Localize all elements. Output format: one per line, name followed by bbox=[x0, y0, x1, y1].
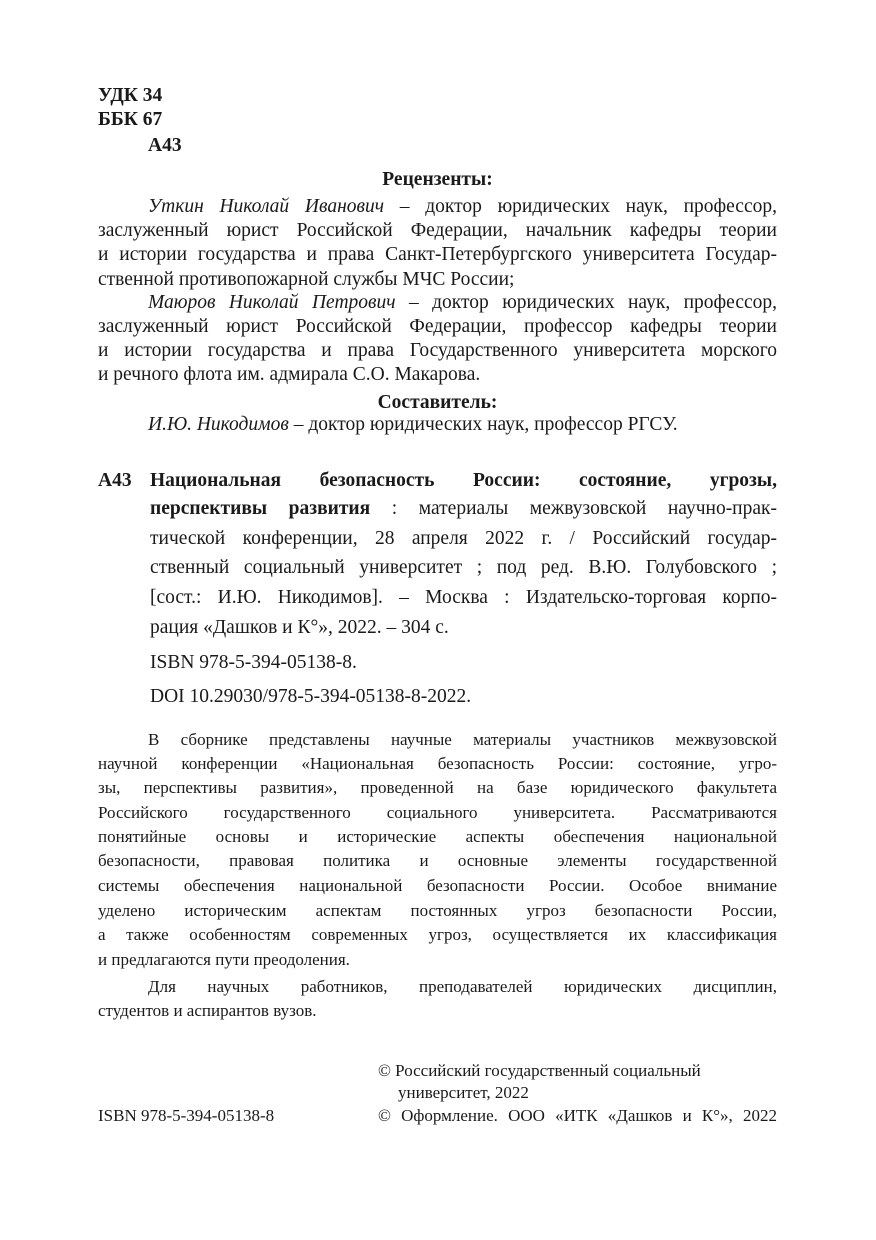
reviewer-line-segment: и истории государства и права Государственного университета морского bbox=[98, 340, 777, 361]
catalog-line bbox=[150, 616, 449, 640]
annotation-line-segment: а также особенностям современных угроз, осуществляется их классификация bbox=[98, 925, 777, 944]
catalog-line bbox=[150, 586, 777, 610]
copyright-line-segment: © Российский государственный социальный bbox=[378, 1061, 701, 1080]
annotation-line bbox=[98, 923, 777, 947]
annotation-line bbox=[98, 948, 350, 972]
reviewer-line-segment: заслуженный юрист Российской Федерации, начальник кафедры теории bbox=[98, 220, 777, 241]
catalog-line-segment: ственный социальный университет ; под ред. В.Ю. Голубовского ; bbox=[150, 557, 777, 578]
reviewer-line bbox=[98, 315, 777, 339]
catalog-line bbox=[150, 497, 777, 521]
compiler-line bbox=[148, 413, 678, 437]
copyright-line bbox=[398, 1081, 529, 1105]
annotation-line-segment: Российского государственного социального университета. Рассматриваются bbox=[98, 803, 777, 822]
annotation-line-segment: понятийные основы и исторические аспекты обеспечения национальной bbox=[98, 827, 777, 846]
catalog-line-segment: перспективы развития bbox=[150, 498, 371, 519]
footer-isbn: ISBN 978-5-394-05138-8 bbox=[98, 1106, 275, 1125]
reviewer-line bbox=[98, 339, 777, 363]
annotation-line-segment: Для научных работников, преподавателей юридических дисциплин, bbox=[148, 977, 777, 996]
reviewer-line bbox=[148, 291, 777, 315]
copyright-line bbox=[378, 1104, 777, 1128]
annotation-line bbox=[98, 752, 777, 776]
annotation-line-segment: и предлагаются пути преодоления. bbox=[98, 950, 350, 969]
annotation-line bbox=[98, 849, 777, 873]
annotation-line-segment: зы, перспективы развития», проведенной на базе юридического факультета bbox=[98, 778, 777, 797]
annotation-line bbox=[98, 874, 777, 898]
annotation-line bbox=[98, 801, 777, 825]
copyright-line-segment: университет, 2022 bbox=[398, 1083, 529, 1102]
reviewer-line bbox=[98, 243, 777, 267]
isbn: ISBN 978-5-394-05138-8. bbox=[150, 652, 357, 673]
catalog-line bbox=[150, 527, 777, 551]
compiler-line-segment: И.Ю. Никодимов bbox=[148, 414, 289, 435]
annotation-line bbox=[148, 728, 777, 752]
catalog-mark: А43 bbox=[98, 470, 132, 491]
copyright-line bbox=[378, 1059, 701, 1083]
catalog-line-segment: [сост.: И.Ю. Никодимов]. – Москва : Издательско-торговая корпо- bbox=[150, 587, 777, 608]
bbk-code: ББК 67 bbox=[98, 109, 163, 130]
annotation-line bbox=[98, 776, 777, 800]
annotation-line-segment: научной конференции «Национальная безопасность России: состояние, угро- bbox=[98, 754, 777, 773]
reviewer-line-segment: ственной противопожарной службы МЧС России; bbox=[98, 269, 515, 290]
annotation-line bbox=[98, 825, 777, 849]
annotation-line-segment: уделено историческим аспектам постоянных угроз безопасности России, bbox=[98, 901, 777, 920]
annotation-line-segment: В сборнике представлены научные материалы участников межвузовской bbox=[148, 730, 777, 749]
copyright-line-segment: © Оформление. ООО «ИТК «Дашков и К°», 2022 bbox=[378, 1106, 777, 1125]
reviewer-line bbox=[98, 268, 514, 292]
reviewer-line-segment: и истории государства и права Санкт-Петербургского университета Государ- bbox=[98, 244, 777, 265]
annotation-line-segment: безопасности, правовая политика и основные элементы государственной bbox=[98, 851, 777, 870]
reviewer-line-segment: и речного флота им. адмирала С.О. Макарова. bbox=[98, 364, 481, 385]
annotation-line bbox=[148, 975, 777, 999]
catalog-line bbox=[150, 469, 777, 493]
reviewer-line-segment: – доктор юридических наук, профессор, bbox=[395, 292, 777, 313]
udk-code: УДК 34 bbox=[98, 85, 163, 106]
author-mark: А43 bbox=[148, 135, 182, 156]
annotation-line bbox=[98, 899, 777, 923]
reviewer-line bbox=[148, 195, 777, 219]
reviewer-line bbox=[98, 363, 480, 387]
annotation-line bbox=[98, 999, 317, 1023]
annotation-line-segment: студентов и аспирантов вузов. bbox=[98, 1001, 317, 1020]
compiler-line-segment: – доктор юридических наук, профессор РГСУ. bbox=[288, 414, 678, 435]
reviewer-line-segment: заслуженный юрист Российской Федерации, профессор кафедры теории bbox=[98, 316, 777, 337]
catalog-line-segment: рация «Дашков и К°», 2022. – 304 с. bbox=[150, 617, 449, 638]
reviewer-line-segment: – доктор юридических наук, профессор, bbox=[384, 196, 777, 217]
catalog-line-segment: Национальная безопасность России: состояние, угрозы, bbox=[150, 470, 777, 491]
reviewer-line-segment: Маюров Николай Петрович bbox=[148, 292, 396, 313]
annotation-line-segment: системы обеспечения национальной безопасности России. Особое внимание bbox=[98, 876, 777, 895]
doi: DOI 10.29030/978-5-394-05138-8-2022. bbox=[150, 686, 472, 707]
catalog-line-segment: тической конференции, 28 апреля 2022 г. / Российский государ- bbox=[150, 528, 777, 549]
reviewers-heading: Рецензенты: bbox=[382, 169, 493, 190]
reviewer-line bbox=[98, 219, 777, 243]
catalog-line bbox=[150, 556, 777, 580]
compiler-heading: Составитель: bbox=[377, 392, 498, 413]
reviewer-line-segment: Уткин Николай Иванович bbox=[148, 196, 385, 217]
catalog-line-segment: : материалы межвузовской научно-прак- bbox=[370, 498, 777, 519]
